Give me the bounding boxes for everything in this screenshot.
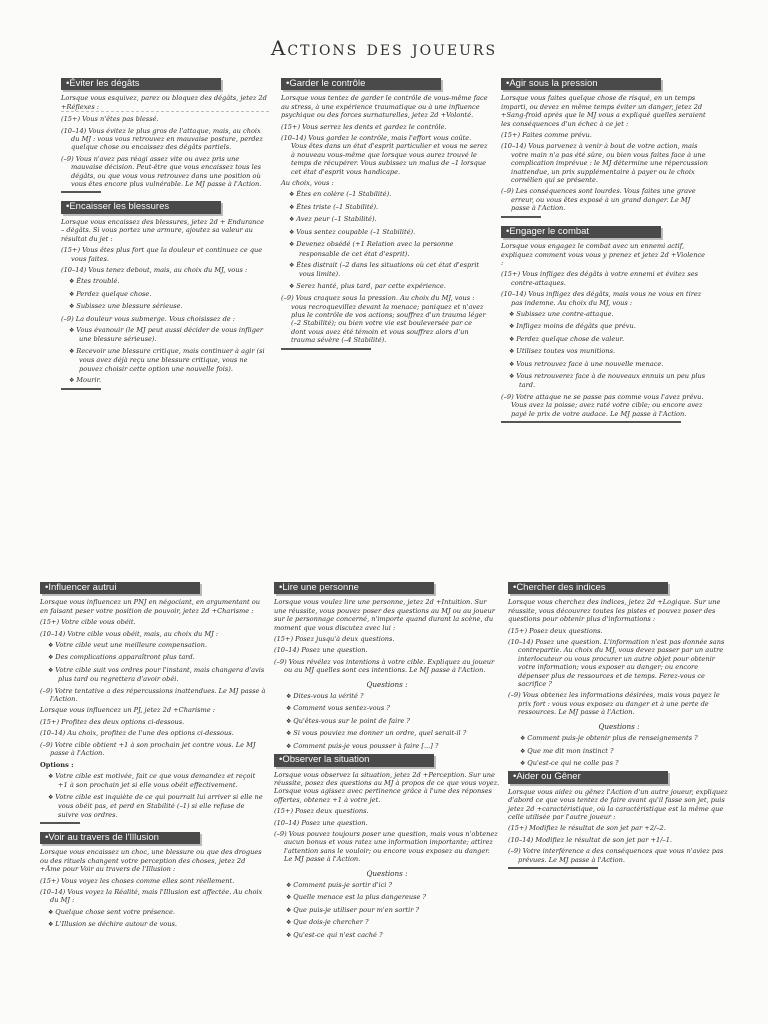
list-item: ❖ Êtes triste (–1 Stabilité). xyxy=(281,203,489,212)
result-15: (15+) Posez deux questions. xyxy=(508,626,603,635)
section-text: Lorsque vous engagez le combat avec un ennemi actif, expliquez comment vous vous y prenez et jetez 2d +Violence : xyxy=(501,242,706,267)
column-middle-top xyxy=(281,78,489,358)
result-15: (15+) Faites comme prévu. xyxy=(501,131,592,140)
list-item: ❖ L'Illusion se déchire autour de vous. xyxy=(40,920,266,929)
list-item: ❖ Vous évanouir (le MJ peut aussi décider de vous infliger une blessure sérieuse). xyxy=(61,326,269,344)
divider xyxy=(40,822,80,824)
question-item: ❖ Que dois-je chercher ? xyxy=(274,918,500,927)
list-item: ❖ Infligez moins de dégâts que prévu. xyxy=(501,322,709,331)
question-item: ❖ Quelle menace est la plus dangereuse ? xyxy=(274,893,500,902)
result-10: (10–14) Vous voyez la Réalité, mais l'Illusion est affectée. Au choix du MJ : xyxy=(40,887,263,905)
question-item: ❖ Dites-vous la vérité ? xyxy=(274,692,500,701)
section-lire-title: •Lire une personne xyxy=(274,582,434,594)
result-9: (–9) Votre tentative a des répercussions inattendues. Le MJ passe à l'Action. xyxy=(40,686,266,704)
column-left-bottom xyxy=(40,582,266,933)
list-item: ❖ Votre cible suit vos ordres pour l'instant, mais changera d'avis plus tard ou regrettera d'avoir obéi. xyxy=(40,666,266,684)
result-10: (10–14) Posez une question. L'information n'est pas donnée sans contrepartie. Au choix du MJ, vous devez passer par un autre interlocuteur ou vous procurer un autre objet pour obtenir votre information; vous exposer au danger; ou encore dépenser plus de ressources et de temps. Ferez-vous ce sacrifice ? xyxy=(508,638,725,689)
list-item: ❖ Êtes troublé. xyxy=(61,277,269,286)
options-heading: Options : xyxy=(40,760,74,769)
list-item: ❖ Utilisez toutes vos munitions. xyxy=(501,347,709,356)
section-text: Au choix, vous : xyxy=(281,179,334,188)
column-middle-bottom xyxy=(274,582,500,943)
section-aider-title: •Aider ou Gêner xyxy=(508,771,668,783)
result-9: (–9) Votre cible obtient +1 à son prochain jet contre vous. Le MJ passe à l'Action. xyxy=(40,740,256,758)
result-10: (10–14) Vous gardez le contrôle, mais l'effort vous coûte. Vous êtes dans un état d'esprit particulier et vous ne serez à nouveau vous-même que lorsque vous aurez trouvé le temps de récupérer. Vous subissez un malus de –1 lorsque cet état d'esprit vous handicape. xyxy=(281,134,488,176)
section-text: Lorsque vous influencez un PNJ en négociant, en argumentant ou en faisant peser votre position de pouvoir, jetez 2d +Charisme : xyxy=(40,598,261,615)
question-item: ❖ Qu'est-ce qui ne colle pas ? xyxy=(508,759,730,768)
section-chercher-title: •Chercher des indices xyxy=(508,582,668,594)
list-item: ❖ Vous retrouverez face à de nouveaux ennuis un peu plus tard. xyxy=(501,372,709,390)
list-item: ❖ Êtes en colère (–1 Stabilité). xyxy=(281,190,489,199)
result-15: (15+) Posez jusqu'à deux questions. xyxy=(274,635,395,644)
column-right-bottom xyxy=(508,582,730,877)
section-text: Lorsque vous observez la situation, jetez 2d +Perception. Sur une réussite, posez des questions au MJ à propos de ce que vous voyez. Lorsque vous agissez avec pertinence grâce à l'une des réponses offertes, obtenez +1 à votre jet. xyxy=(274,770,500,804)
column-right-top xyxy=(501,78,709,431)
section-garder-title: •Garder le contrôle xyxy=(281,78,441,90)
result-15: (15+) Vous êtes plus fort que la douleur et continuez ce que vous faites. xyxy=(61,246,263,263)
result-15: (15+) Vous serrez les dents et gardez le contrôle. xyxy=(281,122,447,131)
question-item: ❖ Comment puis-je obtenir plus de renseignements ? xyxy=(508,734,730,743)
list-item: ❖ Mourir. xyxy=(61,376,269,385)
list-item: ❖ Des complications apparaîtront plus tard. xyxy=(40,653,266,662)
questions-heading: Questions : xyxy=(598,721,640,731)
result-10: (10–14) Vous évitez le plus gros de l'attaque, mais, au choix du MJ : vous vous retrouvez en mauvaise posture, perdez quelque chose ou encaissez des dégâts partiels. xyxy=(61,126,263,152)
section-text: Lorsque vous voulez lire une personne, jetez 2d +Intuition. Sur une réussite, vous pouvez poser des questions au MJ ou au joueur sur le personnage concerné, n'importe quand durant la scène, du moment que vous discutez avec lui : xyxy=(274,598,495,632)
result-15: (15+) Vous voyez les choses comme elles sont réellement. xyxy=(40,876,235,885)
result-15: (15+) Vous infligez des dégâts à votre ennemi et évitez ses contre-attaques. xyxy=(501,270,699,287)
result-9: (–9) Votre attaque ne se passe pas comme vous l'avez prévu. Vous avez la poisse; avez raté votre cible; ou encore avez payé le prix de votre audace. Le MJ passe à l'Action. xyxy=(501,392,704,418)
list-item: ❖ Subissez une contre-attaque. xyxy=(501,310,709,319)
result-15: (15+) Votre cible vous obéit. xyxy=(40,618,136,627)
list-item: ❖ Devenez obsédé (+1 Relation avec la personne responsable de cet état d'esprit). xyxy=(281,240,489,258)
list-item: ❖ Quelque chose sent votre présence. xyxy=(40,908,266,917)
result-15: (15+) Modifiez le résultat de son jet par +2/–2. xyxy=(508,824,666,833)
section-text: Lorsque vous aidez ou gênez l'Action d'un autre joueur, expliquez d'abord ce que vous tentez de faire avant qu'il fasse son jet, puis jetez 2d +caractéristique, où la caractéristique est la même que celle utilisée par l'autre joueur : xyxy=(508,787,728,821)
section-agir-title: •Agir sous la pression xyxy=(501,78,661,90)
list-item: ❖ Votre cible est motivée, fait ce que vous demandez et reçoit +1 à son prochain jet si elle vous obéit effectivement. xyxy=(40,772,266,790)
section-text: Lorsque vous tentez de garder le contrôle de vous-même face au stress, à une expérience traumatique ou à une influence psychique ou des forces surnaturelles, jetez 2d +Volonté. xyxy=(281,94,488,120)
list-item: ❖ Votre cible veut une meilleure compensation. xyxy=(40,641,266,650)
question-item: ❖ Que puis-je utiliser pour m'en sortir ? xyxy=(274,906,500,915)
list-item: ❖ Perdez quelque chose. xyxy=(61,290,269,299)
result-10: (10–14) Au choix, profitez de l'une des options ci-dessous. xyxy=(40,729,234,738)
result-10: (10–14) Posez une question. xyxy=(274,818,368,827)
questions-heading: Questions : xyxy=(366,868,408,878)
question-item: ❖ Qu'est-ce qui n'est caché ? xyxy=(274,931,500,940)
section-influencer-title: •Influencer autrui xyxy=(40,582,200,594)
result-9: (–9) Vous n'avez pas réagi assez vite ou avez pris une mauvaise décision. Peut-être que vous encaissez tous les dégâts, ou que vous vous retrouvez dans une position où vous êtes encore plus vulnérable. Le MJ passe à l'Action. xyxy=(61,154,262,189)
list-item: ❖ Votre cible est inquiète de ce qui pourrait lui arriver si elle ne vous obéit pas, et perd en Stabilité (–1) si elle refuse de suivre vos ordres. xyxy=(40,793,266,819)
question-item: ❖ Si vous pouviez me donner un ordre, quel serait-il ? xyxy=(274,729,500,738)
divider xyxy=(501,421,681,423)
result-9: (–9) Vous révélez vos intentions à votre cible. Expliquez au joueur ou au MJ quelles sont ces intentions. Le MJ passe à l'Action. xyxy=(274,657,495,675)
list-item: ❖ Avez peur (–1 Stabilité). xyxy=(281,215,489,224)
question-item: ❖ Comment puis-je sortir d'ici ? xyxy=(274,881,500,890)
list-item: ❖ Vous retrouvez face à une nouvelle menace. xyxy=(501,360,709,369)
section-observer-title: •Observer la situation xyxy=(274,754,434,766)
result-10: (10–14) Vous parvenez à venir à bout de votre action, mais votre main n'a pas été sûre, ou bien vous faites face à une complication imprévue : le MJ détermine une répercussion inattendue, un prix supplémentaire à payer ou le choix cornélien qui se présente. xyxy=(501,142,708,185)
section-encaisser-title: •Encaisser les blessures xyxy=(61,201,221,213)
result-15: (15+) Vous n'êtes pas blessé. xyxy=(61,115,159,124)
section-voir-title: •Voir au travers de l'Illusion xyxy=(40,832,200,844)
result-15: (15+) Profitez des deux options ci-dessous. xyxy=(40,717,185,726)
result-9: (–9) La douleur vous submerge. Vous choisissez de : xyxy=(61,314,236,323)
result-10: (10–14) Modifiez le résultat de son jet par +1/–1. xyxy=(508,835,673,844)
section-text: Lorsque vous cherchez des indices, jetez 2d +Logique. Sur une réussite, vous découvrez toutes les pistes et pouvez poser des questions pour obtenir plus d'informations : xyxy=(508,598,721,624)
section-text: Lorsque vous encaissez un choc, une blessure ou que des drogues ou des rituels changent votre perception des choses, jetez 2d +Âme pour Voir au travers de l'Illusion : xyxy=(40,848,262,874)
result-9: (–9) Vous obtenez les informations désirées, mais vous payez le prix fort : vous vous exposez au danger et à une perte de ressources. Le MJ passe à l'Action. xyxy=(508,691,720,717)
list-item: ❖ Serez hanté, plus tard, par cette expérience. xyxy=(281,282,489,291)
result-10: (10–14) Posez une question. xyxy=(274,646,368,655)
result-9: (–9) Votre interférence a des conséquences que vous n'aviez pas prévues. Le MJ passe à l'Action. xyxy=(508,847,724,864)
result-10: (10–14) Vous infligez des dégâts, mais vous ne vous en tirez pas indemne. Au choix du MJ, vous : xyxy=(501,290,702,307)
list-item: ❖ Êtes distrait (–2 dans les situations où cet état d'esprit vous limite). xyxy=(281,261,489,279)
divider xyxy=(281,348,371,350)
question-item: ❖ Qu'êtes-vous sur le point de faire ? xyxy=(274,717,500,726)
result-15: (15+) Posez deux questions. xyxy=(274,807,369,816)
result-10: (10–14) Votre cible vous obéit, mais, au choix du MJ : xyxy=(40,629,219,638)
list-item: ❖ Vous sentez coupable (–1 Stabilité). xyxy=(281,228,489,237)
result-10: (10–14) Vous tenez debout, mais, au choix du MJ, vous : xyxy=(61,265,248,274)
list-item: ❖ Subissez une blessure sérieuse. xyxy=(61,302,269,311)
divider xyxy=(501,216,541,218)
section-text: Lorsque vous influencez un PJ, jetez 2d +Charisme : xyxy=(40,706,216,715)
list-item: ❖ Perdez quelque chose de valeur. xyxy=(501,335,709,344)
list-item: ❖ Recevoir une blessure critique, mais continuer à agir (si vous avez déjà reçu une blessure critique, vous ne pouvez choisir cette option une nouvelle fois). xyxy=(61,347,269,373)
question-item: ❖ Comment puis-je vous pousser à faire [...] ? xyxy=(274,742,500,751)
section-eviter-title: •Éviter les dégâts xyxy=(61,78,221,90)
divider xyxy=(61,388,101,390)
question-item: ❖ Comment vous sentez-vous ? xyxy=(274,704,500,713)
questions-heading: Questions : xyxy=(366,679,408,689)
question-item: ❖ Que me dit mon instinct ? xyxy=(508,747,730,756)
column-left-top xyxy=(61,78,269,398)
section-text: Lorsque vous encaissez des blessures, jetez 2d + Endurance – dégâts. Si vous portez une armure, ajoutez sa valeur au résultat du jet : xyxy=(61,217,265,243)
result-9: (–9) Vous pouvez toujours poser une question, mais vous n'obtenez aucun bonus et vous ratez une information importante; attirez l'attention sans le vouloir; ou encore vous exposez au danger. Le MJ passe à l'Action. xyxy=(274,829,498,864)
page-title: Actions des joueurs xyxy=(270,36,498,60)
section-text: Lorsque vous esquivez, parez ou bloquez des dégâts, jetez 2d +Réflexes : xyxy=(61,94,269,112)
divider xyxy=(508,867,598,869)
section-engager-title: •Engager le combat xyxy=(501,226,661,238)
result-9: (–9) Vous craquez sous la pression. Au choix du MJ, vous : vous recroquevillez devant la menace; paniquez et n'avez plus le contrôle de vos actions; souffrez d'un trauma léger (–2 Stabilité); ou bien votre vie est bouleversée par ce dont vous avez été témoin et vous souffrez alors d'un trauma sévère (–4 Stabilité). xyxy=(281,294,486,345)
divider xyxy=(61,191,101,193)
section-text: Lorsque vous faites quelque chose de risqué, en un temps imparti, ou devez en même temps éviter un danger, jetez 2d +Sang-froid après que le MJ vous a expliqué quelles seraient les conséquences d'un échec à ce jet : xyxy=(501,94,706,128)
result-9: (–9) Les conséquences sont lourdes. Vous faites une grave erreur, ou vous êtes exposé à un grand danger. Le MJ passe à l'Action. xyxy=(501,187,696,213)
